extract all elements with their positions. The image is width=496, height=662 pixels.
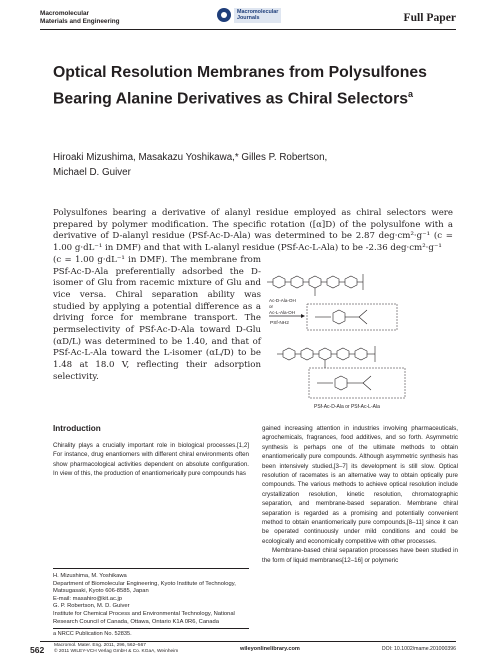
citation bbox=[54, 643, 178, 655]
affiliation-address-2: Institute for Chemical Process and Environmental Technology, National Research Council of Canada, Ottawa, Ontario K1A 0R6, Canada bbox=[53, 610, 235, 625]
article-title-text: Optical Resolution Membranes from Polysulfones Bearing Alanine Derivatives as Chiral Selectors bbox=[53, 64, 427, 107]
product-residue-structure bbox=[317, 376, 371, 390]
affiliation-names-2: G. P. Robertson, M. D. Guiver bbox=[53, 603, 130, 610]
website-link[interactable]: wileyonlinelibrary.com bbox=[240, 646, 300, 652]
journal-name-line2: Materials and Engineering bbox=[40, 17, 120, 25]
page-number: 562 bbox=[30, 645, 45, 655]
footer-divider bbox=[40, 641, 456, 642]
citation-line2: © 2011 WILEY-VCH Verlag GmbH & Co. KGaA, Weinheim bbox=[54, 649, 179, 655]
doi-link[interactable]: DOI: 10.1002/mame.201000396 bbox=[381, 646, 456, 652]
citation-line1: Macromol. Mater. Eng. 2011, 296, 562–567 bbox=[54, 643, 146, 648]
authors-line2: Michael D. Guiver bbox=[53, 166, 131, 178]
intro-paragraph-right-2: Membrane-based chiral separation processes have been studied in the form of liquid membranes[12–16] or polymeric bbox=[262, 547, 458, 564]
affiliation-email: E-mail: masahiro@kit.ac.jp bbox=[53, 595, 123, 602]
toc-graphic bbox=[259, 264, 457, 414]
journal-name-line1: Macromolecular bbox=[40, 10, 90, 17]
body-column-right bbox=[262, 424, 458, 565]
product-polymer-structure bbox=[277, 346, 375, 368]
logo-text-line2: Journals bbox=[237, 15, 260, 22]
intro-paragraph-left: Chirality plays a crucially important role in biological processes.[1,2] For instance, drug enantiomers with different chiral environments often show pharmacological activities dependent on absolute configuration. In view of this, the production of enantiomerically pure compounds has bbox=[53, 442, 249, 478]
precursor-polymer-structure bbox=[267, 274, 363, 296]
journal-logo-icon bbox=[217, 8, 231, 22]
body-column-left bbox=[53, 424, 249, 479]
footnote: a NRCC Publication No. 52835. bbox=[53, 628, 249, 638]
residue-structure bbox=[315, 310, 367, 324]
reaction-arrow-head bbox=[301, 314, 305, 318]
affiliation-address-1: Department of Biomolecular Engineering, Kyoto Institute of Technology, Matsugasaki, Kyoto 606-8585, Japan bbox=[53, 580, 236, 595]
header-divider bbox=[40, 29, 456, 30]
author-list bbox=[53, 151, 443, 180]
abstract-narrow: (c = 1.00 g·dL⁻¹ in DMF). The membrane from PSf-Ac-D-Ala preferentially adsorbed the D-isomer of Glu from racemic mixture of Glu and vice versa. Chiral separation ability was studied by applying a potential difference as a driving force for membrane transport. The permselectivity of PSf-Ac-D-Ala toward D-Glu (αD/L) was determined to be 1.40, and that of PSf-Ac-L-Ala toward the L-isomer (αL/D) to be 1.48 at 18.0 V, reflecting their adsorption selectivity. bbox=[53, 254, 261, 382]
toc-caption: PSf-Ac-D-Ala or PSf-Ac-L-Ala bbox=[314, 404, 380, 410]
paper-type-label: Full Paper bbox=[403, 11, 456, 24]
section-heading-introduction: Introduction bbox=[53, 424, 101, 433]
affiliation-names-1: H. Mizushima, M. Yoshikawa bbox=[53, 573, 127, 579]
title-footnote-mark: a bbox=[408, 88, 414, 99]
abstract-full-width: Polysulfones bearing a derivative of alanyl residue employed as chiral selectors were prepared by polymer modification. The specific rotation ([α]D) of the polysulfone with a derivative of D-alanyl residue (PSf-Ac-D-Ala) was determined to be 2.87 deg·cm²·g⁻¹ (c = 1.00 g·dL⁻¹ in DMF) and that with L-alanyl residue (PSf-Ac-L-Ala) to be -2.36 deg·cm²·g⁻¹ bbox=[53, 208, 453, 254]
reaction-scheme bbox=[259, 264, 457, 414]
amino-acid-reagent-labels: Ac-D-Ala-OH or Ac-L-Ala-OH bbox=[269, 298, 296, 316]
article-title bbox=[53, 63, 443, 109]
precursor-polymer-label: PSf-NH2 bbox=[270, 321, 289, 326]
logo-text-line1: Macromolecular bbox=[237, 9, 279, 15]
journals-logo bbox=[217, 8, 281, 23]
logo-text bbox=[234, 8, 281, 23]
author-affiliations bbox=[53, 568, 249, 626]
journal-name bbox=[40, 10, 120, 25]
authors-line1: Hiroaki Mizushima, Masakazu Yoshikawa,* Gilles P. Robertson, bbox=[53, 152, 328, 163]
intro-paragraph-right-1: gained increasing attention in industries involving pharmaceuticals, agrochemicals, fragrances, food additives, and so forth. Asymmetric synthesis is perhaps one of the ultimate methods to obtain enantiomerically pure compounds. Although asymmetric synthesis has been intensively studied,[3–7] its development is still slow. Optical resolution of racemates is an alternative way to obtain optically pure compounds. The various methods to achieve optical resolution include crystallization resolution, kinetic resolution, chromatographic separation, and membrane-based separation. Membrane chiral separation is regarded as a promising and potentially convenient method to obtain enantiomerically pure compounds,[8–11] since it can be operated continuously under mild conditions and could be ecologically and economically competitive with other processes. bbox=[262, 425, 458, 545]
